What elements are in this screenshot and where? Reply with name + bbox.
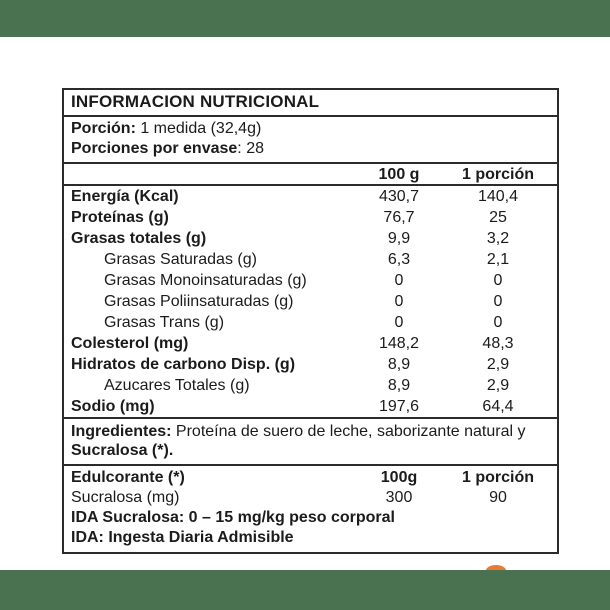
servings-per-container-label: Porciones por envase [71, 140, 238, 157]
nutrient-row [64, 228, 557, 249]
nutrient-row [64, 312, 557, 333]
column-header-100g: 100 g [378, 166, 420, 183]
column-header-row [64, 164, 557, 186]
sweetener-row [64, 488, 557, 508]
value-per-serving: 2,9 [486, 356, 510, 373]
value-per-100g: 8,9 [387, 377, 411, 394]
nutrient-name: Energía (Kcal) [71, 188, 179, 205]
value-per-serving: 2,1 [486, 251, 510, 268]
nutrient-name: Hidratos de carbono Disp. (g) [71, 356, 296, 373]
sweetener-header-porcion: 1 porción [461, 469, 534, 486]
value-per-100g: 430,7 [378, 188, 420, 205]
nutrient-name: Proteínas (g) [71, 209, 169, 226]
green-banner-top [0, 0, 610, 37]
value-per-serving: 2,9 [486, 377, 510, 394]
nutrient-row [64, 291, 557, 312]
value-per-100g: 0 [394, 272, 404, 289]
servings-per-container-line [71, 139, 550, 159]
value-per-serving: 64,4 [482, 398, 514, 415]
value-per-100g: 300 [385, 489, 413, 506]
value-per-serving: 140,4 [477, 188, 519, 205]
value-per-100g: 197,6 [378, 398, 420, 415]
value-per-100g: 8,9 [387, 356, 411, 373]
nutrient-row [64, 333, 557, 354]
value-per-serving: 25 [489, 209, 507, 226]
ingredients-text: Proteína de suero de leche, saborizante natural y [171, 423, 526, 440]
value-per-serving: 0 [493, 293, 503, 310]
value-per-100g: 0 [394, 293, 404, 310]
table-title: INFORMACION NUTRICIONAL [64, 90, 557, 117]
sweetener-header-100g: 100g [380, 469, 418, 486]
value-per-100g: 0 [394, 314, 404, 331]
ingredients-bold-tail: Sucralosa (*). [71, 442, 174, 459]
serving-size-line [71, 119, 550, 139]
nutrient-rows [64, 186, 557, 419]
sweetener-header-name: Edulcorante (*) [71, 469, 185, 486]
servings-per-container-value: : 28 [237, 140, 264, 157]
nutrient-name: Sucralosa (mg) [71, 489, 180, 506]
sweetener-header-row [64, 468, 557, 488]
ingredients-section [64, 419, 557, 466]
value-per-100g: 9,9 [387, 230, 411, 247]
value-per-serving: 90 [489, 489, 507, 506]
nutrient-row [64, 186, 557, 207]
sweetener-section [64, 466, 557, 552]
nutrient-row [64, 396, 557, 417]
ida-definition-line: IDA: Ingesta Diaria Admisible [71, 529, 294, 546]
ingredients-label: Ingredientes: [71, 423, 172, 440]
nutrient-row [64, 375, 557, 396]
nutrient-name: Grasas Saturadas (g) [104, 251, 257, 268]
serving-size-label: Porción: [71, 120, 136, 137]
nutrient-name: Colesterol (mg) [71, 335, 189, 352]
column-header-porcion: 1 porción [461, 166, 534, 183]
nutrient-name: Grasas Monoinsaturadas (g) [104, 272, 307, 289]
nutrient-row [64, 207, 557, 228]
nutrient-name: Azucares Totales (g) [104, 377, 250, 394]
nutrient-name: Sodio (mg) [71, 398, 155, 415]
nutrient-name: Grasas Trans (g) [104, 314, 225, 331]
nutrient-row [64, 354, 557, 375]
nutrient-row [64, 249, 557, 270]
sweetener-rows [64, 488, 557, 508]
nutrition-facts-table [62, 88, 559, 554]
serving-info [64, 117, 557, 164]
nutrient-name: Grasas Poliinsaturadas (g) [104, 293, 294, 310]
ida-sucralosa-line: IDA Sucralosa: 0 – 15 mg/kg peso corporal [71, 509, 395, 526]
value-per-serving: 0 [493, 272, 503, 289]
value-per-100g: 76,7 [383, 209, 415, 226]
value-per-100g: 6,3 [387, 251, 411, 268]
value-per-serving: 3,2 [486, 230, 510, 247]
value-per-100g: 148,2 [378, 335, 420, 352]
nutrient-row [64, 270, 557, 291]
value-per-serving: 0 [493, 314, 503, 331]
green-banner-bottom [0, 570, 610, 610]
value-per-serving: 48,3 [482, 335, 514, 352]
column-header-spacer [64, 164, 353, 186]
nutrient-name: Grasas totales (g) [71, 230, 207, 247]
serving-size-value: 1 medida (32,4g) [135, 120, 262, 137]
